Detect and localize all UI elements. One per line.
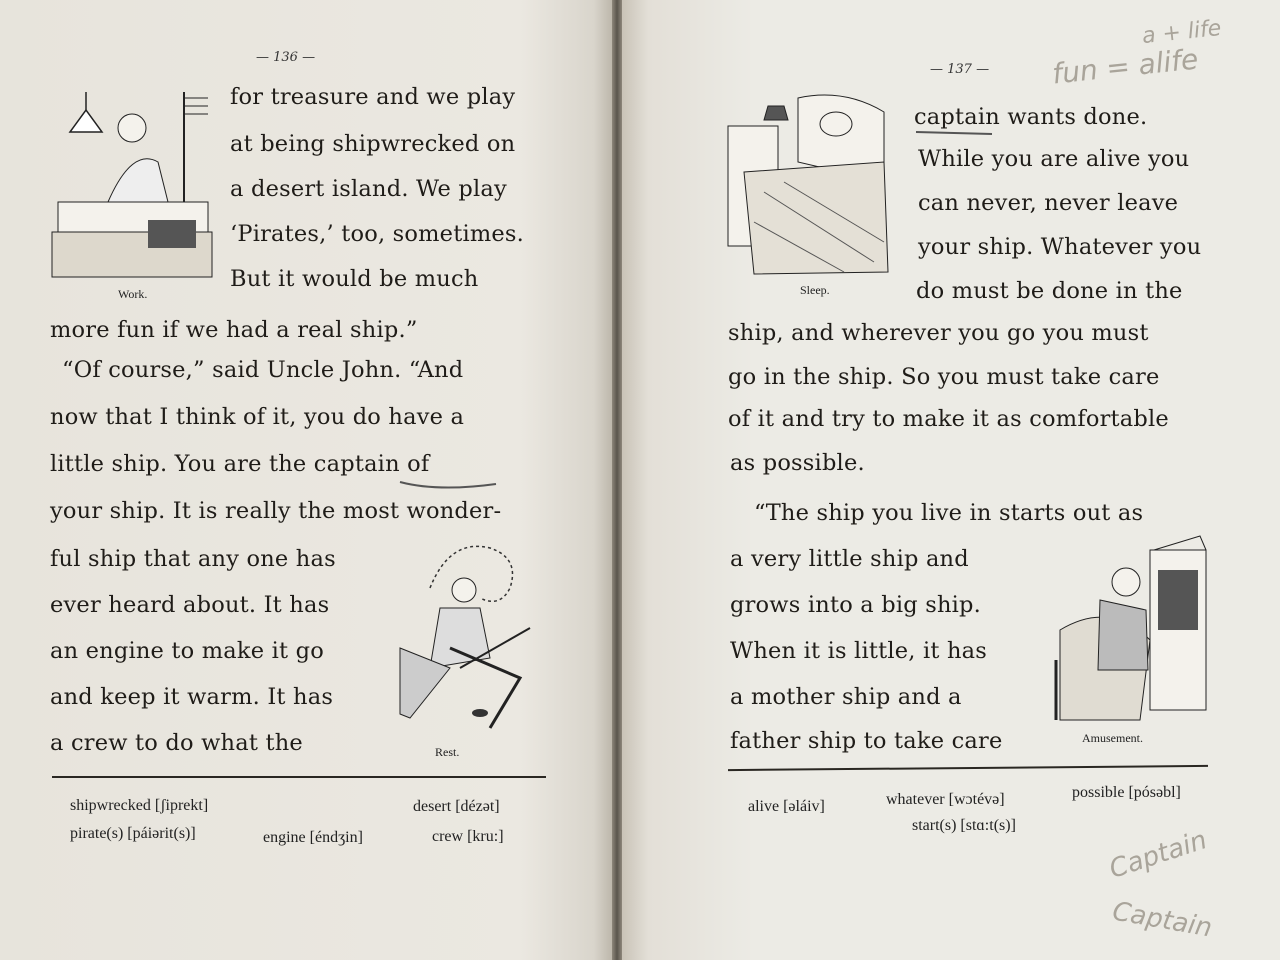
caption-work: Work.: [118, 287, 148, 301]
amusement-illustration: [1050, 530, 1220, 730]
text-line: for treasure and we play: [230, 84, 516, 110]
handwriting: Captain: [1105, 825, 1211, 885]
glossary-entry: possible [pósəbl]: [1072, 784, 1181, 801]
sleep-illustration: [724, 92, 892, 276]
handwriting: a + life: [1140, 15, 1223, 50]
text-line: an engine to make it go: [50, 638, 324, 664]
text-line: “Of course,” said Uncle John. “And: [62, 357, 464, 383]
glossary-entry: crew [kru:]: [432, 828, 504, 845]
text-line: When it is little, it has: [730, 638, 987, 664]
glossary-entry: start(s) [stɑ:t(s)]: [912, 817, 1016, 834]
text-line: father ship to take care: [730, 728, 1003, 754]
text-line: a mother ship and a: [730, 684, 962, 710]
text-line: at being shipwrecked on: [230, 131, 516, 157]
text-line: a crew to do what the: [50, 730, 303, 756]
text-line: ful ship that any one has: [50, 546, 336, 572]
text-line: little ship. You are the captain of: [50, 451, 430, 477]
text-line: “The ship you live in starts out as: [754, 500, 1144, 526]
glossary-entry: pirate(s) [páiərit(s)]: [70, 825, 196, 842]
text-line: grows into a big ship.: [730, 592, 981, 618]
text-line: of it and try to make it as comfortable: [728, 406, 1169, 432]
text-line: captain wants done.: [914, 104, 1148, 130]
handwriting: fun = alife: [1050, 42, 1200, 91]
text-line: a very little ship and: [730, 546, 969, 572]
glossary-entry: shipwrecked [ʃiprekt]: [70, 797, 209, 814]
text-line: can never, never leave: [918, 190, 1179, 216]
rest-illustration: [370, 528, 540, 738]
glossary-entry: engine [éndʒin]: [263, 829, 363, 846]
text-line: While you are alive you: [918, 146, 1190, 172]
captain-underline: [398, 478, 498, 492]
text-line: now that I think of it, you do have a: [50, 404, 465, 430]
text-line: and keep it warm. It has: [50, 684, 334, 710]
glossary-entry: desert [dézət]: [413, 798, 500, 815]
text-line: your ship. Whatever you: [918, 234, 1202, 260]
handwriting: Captain: [1110, 896, 1215, 944]
caption-sleep: Sleep.: [800, 283, 830, 297]
text-line: as possible.: [730, 450, 865, 476]
page-number-left: — 136 —: [256, 50, 316, 65]
captain-underline: [914, 128, 994, 138]
caption-amusement: Amusement.: [1082, 731, 1143, 745]
book-gutter: [612, 0, 622, 960]
right-page: [622, 0, 1280, 960]
glossary-entry: whatever [wɔtévə]: [886, 791, 1005, 808]
divider: [52, 776, 546, 778]
work-illustration: [48, 92, 220, 282]
text-line: do must be done in the: [916, 278, 1183, 304]
text-line: But it would be much: [230, 266, 479, 292]
text-line: ever heard about. It has: [50, 592, 330, 618]
divider: [728, 765, 1208, 771]
left-page: [0, 0, 612, 960]
text-line: ‘Pirates,’ too, sometimes.: [230, 221, 524, 247]
glossary-entry: alive [əláiv]: [748, 798, 825, 815]
text-line: ship, and wherever you go you must: [728, 320, 1149, 346]
text-line: a desert island. We play: [230, 176, 507, 202]
text-line: go in the ship. So you must take care: [728, 364, 1160, 390]
text-line: more fun if we had a real ship.”: [50, 317, 418, 343]
page-number-right: — 137 —: [930, 62, 990, 77]
caption-rest: Rest.: [435, 745, 460, 759]
text-line: your ship. It is really the most wonder-: [50, 498, 502, 524]
